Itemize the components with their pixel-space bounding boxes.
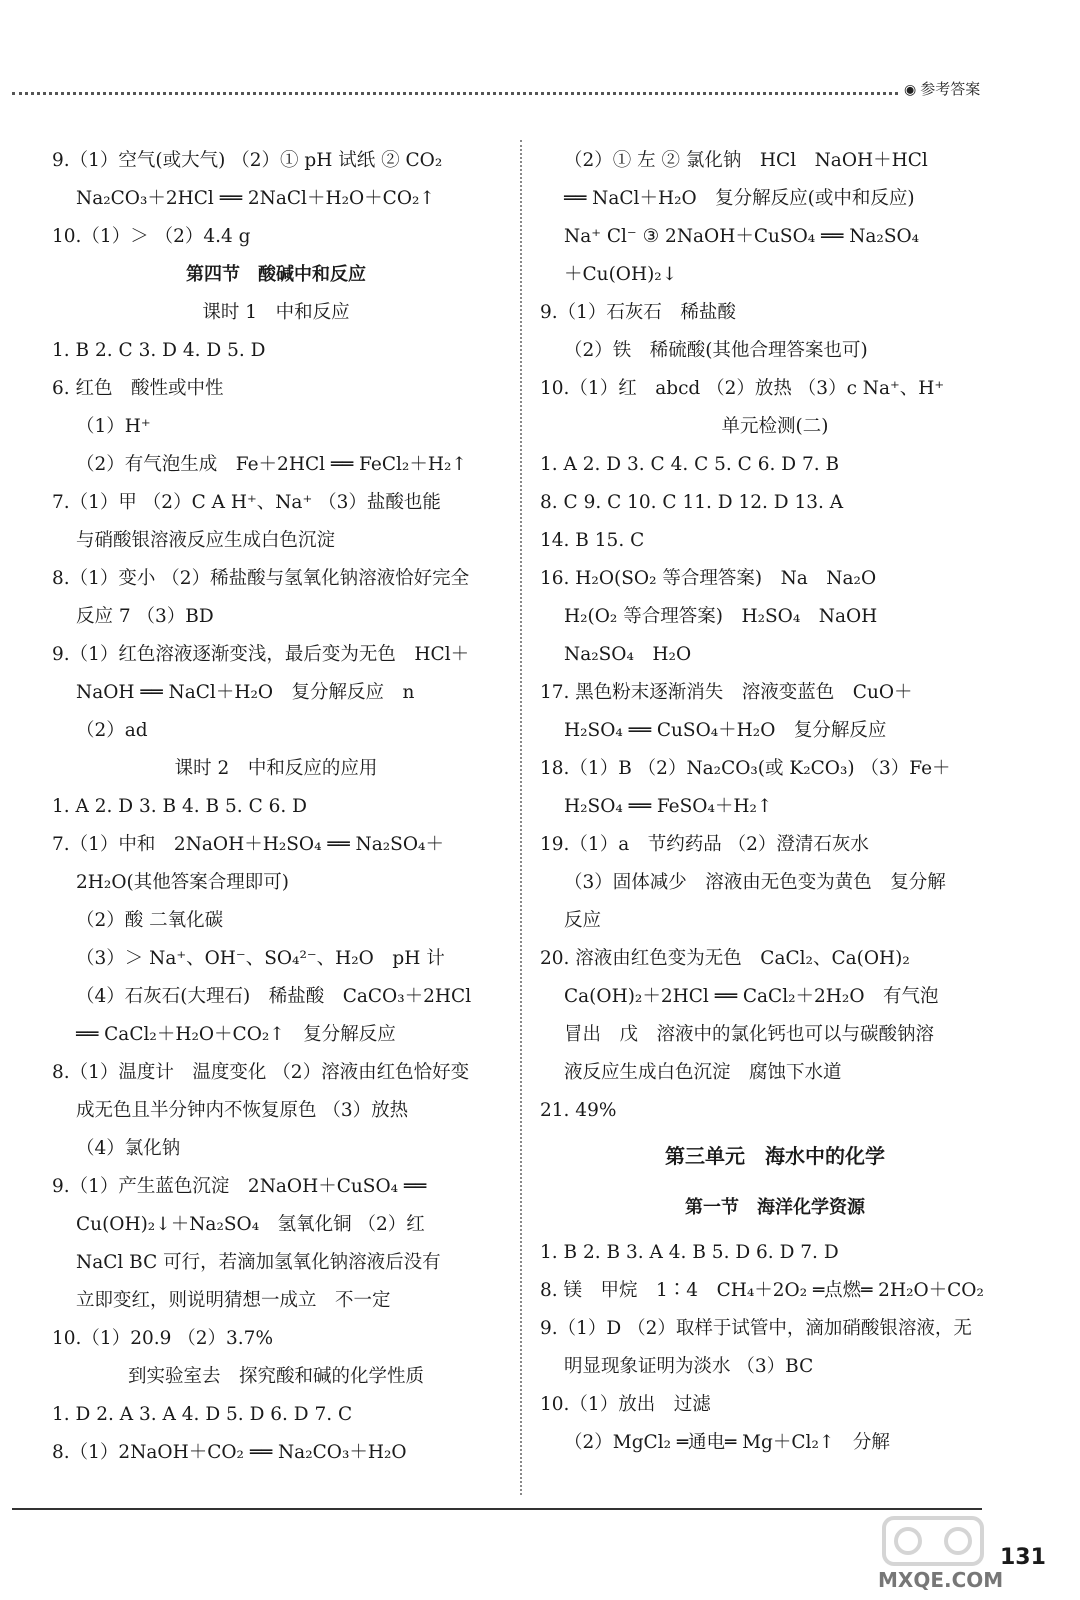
answer-line: 冒出 戊 溶液中的氯化钙也可以与碳酸钠溶 bbox=[564, 1024, 935, 1045]
answer-line: （2）ad bbox=[76, 720, 148, 741]
answer-line: Na₂CO₃＋2HCl ══ 2NaCl＋H₂O＋CO₂↑ bbox=[76, 188, 435, 209]
answer-line: 20. 溶液由红色变为无色 CaCl₂、Ca(OH)₂ bbox=[540, 948, 910, 969]
answer-line: 6. 红色 酸性或中性 bbox=[52, 378, 224, 399]
answer-line: （1）H⁺ bbox=[76, 416, 151, 437]
answer-line: （3）＞ Na⁺、OH⁻、SO₄²⁻、H₂O pH 计 bbox=[76, 948, 445, 969]
answer-line: 8.（1）变小 （2）稀盐酸与氢氧化钠溶液恰好完全 bbox=[52, 568, 470, 589]
answer-line: （2）有气泡生成 Fe＋2HCl ══ FeCl₂＋H₂↑ bbox=[76, 454, 467, 475]
answer-line: （4）氯化钠 bbox=[76, 1138, 181, 1159]
answer-line: ══ NaCl＋H₂O 复分解反应(或中和反应) bbox=[564, 188, 915, 209]
answer-line: （2）酸 二氧化碳 bbox=[76, 910, 224, 931]
answer-line: 成无色且半分钟内不恢复原色 （3）放热 bbox=[76, 1100, 409, 1121]
answer-line: 1. B 2. B 3. A 4. B 5. D 6. D 7. D bbox=[540, 1242, 839, 1263]
answer-line: 8.（1）温度计 温度变化 （2）溶液由红色恰好变 bbox=[52, 1062, 470, 1083]
answer-line: 18.（1）B （2）Na₂CO₃(或 K₂CO₃) （3）Fe＋ bbox=[540, 758, 951, 779]
answer-line: 10.（1）放出 过滤 bbox=[540, 1394, 711, 1415]
unit-test-heading: 单元检测(二) bbox=[721, 416, 829, 437]
answer-line: 7.（1）甲 （2）C A H⁺、Na⁺ （3）盐酸也能 bbox=[52, 492, 441, 513]
answer-line: 9.（1）空气(或大气) （2）① pH 试纸 ② CO₂ bbox=[52, 150, 443, 171]
answer-line: 9.（1）D （2）取样于试管中，滴加硝酸银溶液，无 bbox=[540, 1318, 972, 1339]
header-label-text: 参考答案 bbox=[920, 80, 981, 98]
answer-line: 9.（1）产生蓝色沉淀 2NaOH＋CuSO₄ ══ bbox=[52, 1176, 427, 1197]
answer-line: （2）MgCl₂ ═通电═ Mg＋Cl₂↑ 分解 bbox=[564, 1432, 890, 1453]
answer-line: 立即变红，则说明猜想一成立 不一定 bbox=[76, 1290, 391, 1311]
answer-line: 7.（1）中和 2NaOH＋H₂SO₄ ══ Na₂SO₄＋ bbox=[52, 834, 444, 855]
right-column bbox=[540, 142, 1010, 1462]
answer-line: 10.（1）20.9 （2）3.7% bbox=[52, 1328, 274, 1349]
answer-line: NaCl BC 可行，若滴加氢氧化钠溶液后没有 bbox=[76, 1252, 441, 1273]
answer-line: NaOH ══ NaCl＋H₂O 复分解反应 n bbox=[76, 682, 415, 703]
answer-line: 反应 bbox=[564, 910, 602, 931]
answer-line: 1. D 2. A 3. A 4. D 5. D 6. D 7. C bbox=[52, 1404, 353, 1425]
answer-line: 8. 镁 甲烷 1∶4 CH₄＋2O₂ ═点燃═ 2H₂O＋CO₂ bbox=[540, 1280, 984, 1301]
section-heading: 第一节 海洋化学资源 bbox=[685, 1197, 865, 1218]
answer-line: 21. 49% bbox=[540, 1100, 617, 1121]
answer-line: 1. A 2. D 3. B 4. B 5. C 6. D bbox=[52, 796, 307, 817]
answer-line: 液反应生成白色沉淀 腐蚀下水道 bbox=[564, 1062, 842, 1083]
watermark-text: MXQE.COM bbox=[878, 1568, 1004, 1592]
answer-line: 2H₂O(其他答案合理即可) bbox=[76, 872, 289, 893]
answer-line: 1. B 2. C 3. D 4. D 5. D bbox=[52, 340, 266, 361]
answer-line: 17. 黑色粉末逐渐消失 溶液变蓝色 CuO＋ bbox=[540, 682, 913, 703]
answer-line: 10.（1）红 abcd （2）放热 （3）c Na⁺、H⁺ bbox=[540, 378, 945, 399]
answer-line: 19.（1）a 节约药品 （2）澄清石灰水 bbox=[540, 834, 869, 855]
answer-line: （3）固体减少 溶液由无色变为黄色 复分解 bbox=[564, 872, 946, 893]
answer-line: Na⁺ Cl⁻ ③ 2NaOH＋CuSO₄ ══ Na₂SO₄ bbox=[564, 226, 920, 247]
page-number: 131 bbox=[1000, 1545, 1046, 1570]
section-heading: 第四节 酸碱中和反应 bbox=[186, 264, 366, 285]
lesson-heading: 课时 2 中和反应的应用 bbox=[174, 758, 378, 779]
answer-line: ＋Cu(OH)₂↓ bbox=[564, 264, 678, 285]
answer-line: 与硝酸银溶液反应生成白色沉淀 bbox=[76, 530, 336, 551]
header-section-label bbox=[904, 78, 980, 99]
answer-line: 16. H₂O(SO₂ 等合理答案) Na Na₂O bbox=[540, 568, 877, 589]
answer-line: 1. A 2. D 3. C 4. C 5. C 6. D 7. B bbox=[540, 454, 840, 475]
answer-line: （4）石灰石(大理石) 稀盐酸 CaCO₃＋2HCl bbox=[76, 986, 472, 1007]
column-divider bbox=[520, 140, 522, 1495]
answer-line: 明显现象证明为淡水 （3）BC bbox=[564, 1356, 814, 1377]
header-dotted-rule bbox=[12, 92, 898, 95]
unit-heading: 第三单元 海水中的化学 bbox=[665, 1144, 885, 1168]
answer-line: 9.（1）石灰石 稀盐酸 bbox=[540, 302, 736, 323]
answer-line: Cu(OH)₂↓＋Na₂SO₄ 氢氧化铜 （2）红 bbox=[76, 1214, 425, 1235]
left-column bbox=[52, 142, 500, 1472]
answer-line: 9.（1）红色溶液逐渐变浅，最后变为无色 HCl＋ bbox=[52, 644, 470, 665]
footer-rule bbox=[12, 1508, 982, 1510]
answer-line: 反应 7 （3）BD bbox=[76, 606, 214, 627]
answer-line: （2）① 左 ② 氯化钠 HCl NaOH＋HCl bbox=[564, 150, 928, 171]
answer-line: Ca(OH)₂＋2HCl ══ CaCl₂＋2H₂O 有气泡 bbox=[564, 986, 939, 1007]
answer-line: （2）铁 稀硫酸(其他合理答案也可) bbox=[564, 340, 868, 361]
answer-line: Na₂SO₄ H₂O bbox=[564, 644, 692, 665]
bullet-icon: ◉ bbox=[904, 82, 917, 98]
answer-line: 14. B 15. C bbox=[540, 530, 645, 551]
lesson-heading: 到实验室去 探究酸和碱的化学性质 bbox=[127, 1366, 424, 1387]
answer-line: H₂(O₂ 等合理答案) H₂SO₄ NaOH bbox=[564, 606, 878, 627]
answer-line: H₂SO₄ ══ FeSO₄＋H₂↑ bbox=[564, 796, 773, 817]
answer-line: 10.（1）＞ （2）4.4 g bbox=[52, 226, 251, 247]
answer-line: H₂SO₄ ══ CuSO₄＋H₂O 复分解反应 bbox=[564, 720, 887, 741]
answer-line: 8. C 9. C 10. C 11. D 12. D 13. A bbox=[540, 492, 844, 513]
answer-line: ══ CaCl₂＋H₂O＋CO₂↑ 复分解反应 bbox=[76, 1024, 396, 1045]
lesson-heading: 课时 1 中和反应 bbox=[202, 302, 350, 323]
answer-line: 8.（1）2NaOH＋CO₂ ══ Na₂CO₃＋H₂O bbox=[52, 1442, 407, 1463]
